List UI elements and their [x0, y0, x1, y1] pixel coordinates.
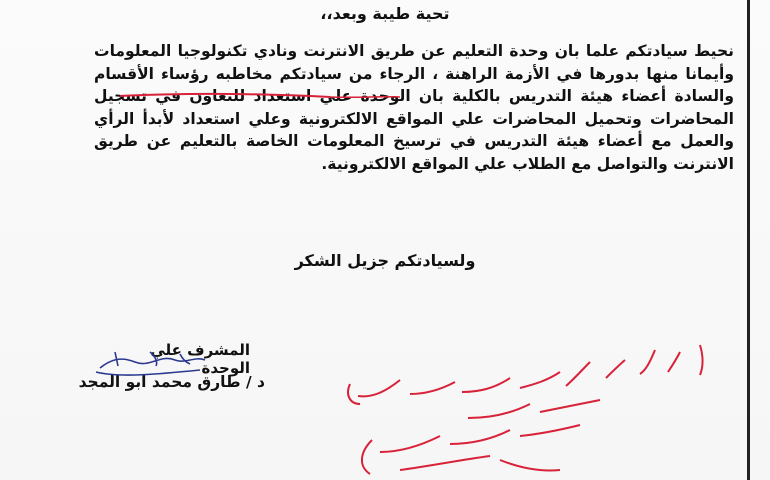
red-underline-mark-2 — [330, 97, 400, 98]
body-paragraph: نحيط سيادتكم علما بان وحدة التعليم عن طريق الانترنت ونادي تكنولوجيا المعلومات وأيمانا منها بدورها في الأزمة الراهنة ، الرجاء من سيادتكم مخاطبه رؤساء الأقسام والسادة أعضاء هيئة التدريس بالكلية بان الوحدة علي استعداد للتعاون في تسجيل المحاضرات وتحميل المحاضرات علي المواقع الالكترونية وعلي استعداد لأبدأ الرأي والعمل مع أعضاء هيئة التدريس في ترسيخ المعلومات الخاصة بالتعليم عن طريق الانترنت والتواصل مع الطلاب علي المواقع الالكترونية. — [94, 42, 734, 173]
closing-line: ولسيادتكم جزيل الشكر — [294, 251, 476, 270]
signatory-title: المشرف علي الوحدة — [150, 341, 250, 377]
greeting-line: تحية طيبة وبعد،، — [320, 4, 450, 23]
red-handwritten-note — [348, 345, 703, 474]
signatory-name: د / طارق محمد ابو المجد — [78, 373, 265, 391]
signature-scribble — [96, 352, 205, 375]
red-underline-mark — [120, 94, 330, 97]
